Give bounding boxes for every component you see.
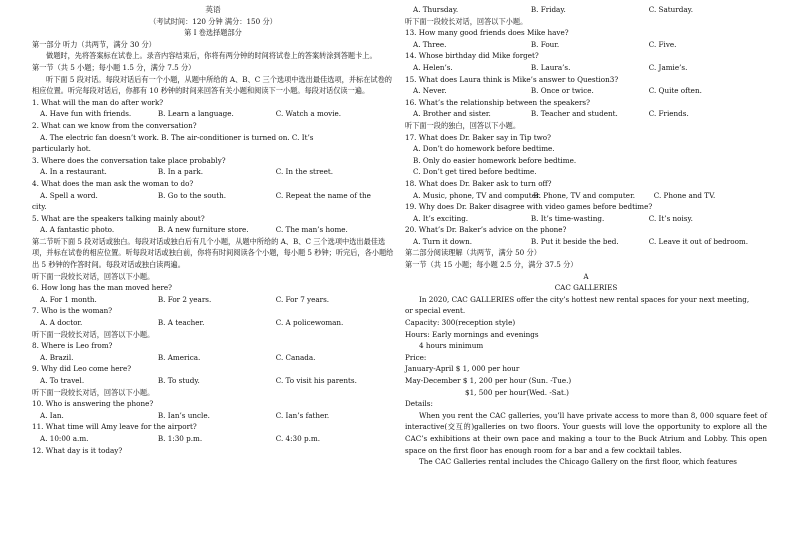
question-options xyxy=(32,294,394,306)
option-a[interactable]: A. Three. xyxy=(413,39,447,49)
option-c[interactable]: C. Leave it out of bedroom. xyxy=(648,236,748,246)
passage-label: A xyxy=(583,271,589,281)
option-c[interactable]: C. Phone and TV. xyxy=(653,190,716,200)
option-c[interactable]: C. Repeat the name of the xyxy=(275,190,371,200)
option-b[interactable]: B. Laura’s. xyxy=(530,62,571,72)
question-options xyxy=(405,108,767,120)
question-stem: 19. Why does Dr. Baker disagree with video games before bedtime? xyxy=(405,202,653,212)
question-stem: 13. How many good friends does Mike have? xyxy=(405,28,569,38)
option-c[interactable]: C. The man’s home. xyxy=(275,225,348,235)
price-line: January-April $ 1, 000 per hour xyxy=(405,364,520,374)
option-c[interactable]: C. In the street. xyxy=(275,167,334,177)
option-a[interactable]: A. To travel. xyxy=(40,376,85,385)
option-b[interactable]: B. Phone, TV and computer. xyxy=(533,190,635,200)
question-stem: 2. What can we know from the conversation? xyxy=(32,120,197,130)
option-c[interactable]: C. For 7 years. xyxy=(275,294,330,304)
option-a[interactable]: A. Don’t do homework before bedtime. xyxy=(413,144,555,154)
option-b[interactable]: B. Go to the south. xyxy=(157,190,227,200)
option-c[interactable]: C. Don’t get tired before bedtime. xyxy=(413,167,537,177)
option-a[interactable]: A. Turn it down. xyxy=(413,236,472,246)
option-a[interactable]: A. Have fun with friends. xyxy=(40,109,132,119)
option-c[interactable]: C. Saturday. xyxy=(648,5,693,14)
option-a[interactable]: A. Brazil. xyxy=(40,352,74,362)
question-stem: 5. What are the speakers talking mainly about? xyxy=(32,213,205,223)
option-a[interactable]: A. Ian. xyxy=(40,410,64,420)
question-options xyxy=(32,108,394,120)
option-line[interactable]: A. The electric fan doesn’t work. B. The air-conditioner is turned on. C. It’s xyxy=(40,132,314,142)
option-b[interactable]: B. Friday. xyxy=(530,5,566,14)
reading-heading: 第二部分阅读理解（共两节，满分 50 分） xyxy=(405,248,541,258)
option-line-cont: city. xyxy=(32,202,47,212)
option-c[interactable]: C. Friends. xyxy=(648,109,689,119)
right-column xyxy=(405,4,767,468)
question-options xyxy=(32,166,394,178)
details-paragraph: The CAC Galleries rental includes the Chicago Gallery on the first floor, which features xyxy=(419,457,737,467)
price-line: May-December $ 1, 200 per hour (Sun. -Tue.) xyxy=(405,376,572,385)
listening-intro: 做题时，先将答案标在试卷上。录音内容结束后，你将有两分钟的时间将试卷上的答案转涂到答题卡上。 xyxy=(46,51,377,61)
option-b[interactable]: B. Put it beside the bed. xyxy=(530,236,619,246)
question-stem: 6. How long has the man moved here? xyxy=(32,283,173,293)
question-options xyxy=(32,317,394,329)
option-c[interactable]: C. Canada. xyxy=(275,352,316,362)
details-paragraph: When you rent the CAC galleries, you’ll have private access to more than 8, 000 square feet of interactive(交互的)galleries on two floors. Your guests will love the opportunity to explore all the CAC’s exhibitions at their own pace and making a tour to the Buck Atrium and Lobby. This open space on the first floor has enough room for a bar and a few cocktail tables. xyxy=(405,410,767,455)
question-stem: 15. What does Laura think is Mike’s answer to Question3? xyxy=(405,74,619,84)
dialog-instruction: 听下面一段较长对话，回答以下小题。 xyxy=(32,387,155,397)
question-options xyxy=(32,410,394,422)
question-stem: 11. What time will Amy leave for the airport? xyxy=(32,422,197,432)
question-options xyxy=(405,213,767,225)
option-c[interactable]: C. It’s noisy. xyxy=(648,213,693,223)
question-stem: 17. What does Dr. Baker say in Tip two? xyxy=(405,132,551,142)
option-a[interactable]: A. 10:00 a.m. xyxy=(40,433,89,443)
option-b[interactable]: B. 1:30 p.m. xyxy=(157,433,203,443)
sec2-intro: 第二节听下面 5 段对话或独白。每段对话或独白后有几个小题，从题中所给的 A、B、C 三个选项中选出最佳选项，并标在试卷的相应位置。听每段对话或独白前，你将有时间阅读各个小题，每小题 5 秒钟；听完后，各小题给出 5 秒钟的作答时间。每段对话或独白读两遍。 xyxy=(32,236,394,270)
question-options xyxy=(32,375,394,387)
option-b[interactable]: B. A teacher. xyxy=(157,318,205,328)
option-b[interactable]: B. In a park. xyxy=(157,167,204,177)
option-a[interactable]: A. Never. xyxy=(413,86,447,96)
question-options xyxy=(405,4,767,16)
question-options xyxy=(32,224,394,236)
option-b[interactable]: B. Four. xyxy=(530,39,560,49)
option-b[interactable]: B. America. xyxy=(157,352,201,362)
option-a[interactable]: A. A fantastic photo. xyxy=(40,225,115,235)
option-a[interactable]: A. In a restaurant. xyxy=(40,167,107,177)
option-a[interactable]: A. Brother and sister. xyxy=(413,109,491,119)
question-stem: 16. What’s the relationship between the speakers? xyxy=(405,97,590,107)
option-b[interactable]: B. For 2 years. xyxy=(157,294,212,304)
option-a[interactable]: A. It’s exciting. xyxy=(413,213,469,223)
price-label: Price: xyxy=(405,352,427,362)
reading-sec1-heading: 第一节（共 15 小题；每小题 2.5 分，满分 37.5 分） xyxy=(405,260,578,270)
question-stem: 1. What will the man do after work? xyxy=(32,97,164,107)
question-options xyxy=(405,236,767,248)
option-b[interactable]: B. Ian’s uncle. xyxy=(157,410,210,420)
question-options xyxy=(32,352,394,364)
question-stem: 9. Why did Leo come here? xyxy=(32,364,132,374)
option-c[interactable]: C. To visit his parents. xyxy=(275,376,357,385)
option-c[interactable]: C. Watch a movie. xyxy=(275,109,342,119)
sec1-heading: 第一节（共 5 小题；每小题 1.5 分，满分 7.5 分） xyxy=(32,62,196,72)
question-options xyxy=(32,433,394,445)
question-stem: 12. What day is it today? xyxy=(32,445,123,455)
hours-line: Hours: Early mornings and evenings xyxy=(405,329,539,339)
dialog-instruction: 听下面一段较长对话，回答以下小题。 xyxy=(32,271,155,281)
option-a[interactable]: A. A doctor. xyxy=(40,318,83,328)
left-column xyxy=(32,4,394,456)
question-stem: 14. Whose birthday did Mike forget? xyxy=(405,51,539,61)
question-stem: 8. Where is Leo from? xyxy=(32,341,113,351)
part1-title: 第 I 卷选择题部分 xyxy=(184,28,242,38)
capacity-line: Capacity: 300(reception style) xyxy=(405,318,516,328)
option-c[interactable]: C. Ian’s father. xyxy=(275,410,330,420)
sec1-intro: 听下面 5 段对话。每段对话后有一个小题，从题中所给的 A、B、C 三个选项中选出最佳选项，并标在试卷的相应位置。听完每段对话后，你都有 10 秒钟的时间来回答有关小题和阅读下一小题。每段对话仅读一遍。 xyxy=(32,74,392,96)
exam-info: （考试时间：120 分钟 满分：150 分） xyxy=(149,16,277,26)
dialog-instruction: 听下面一段的独白，回答以下小题。 xyxy=(405,120,521,130)
question-options xyxy=(405,85,767,97)
question-stem: 10. Who is answering the phone? xyxy=(32,399,154,409)
question-stem: 18. What does Dr. Baker ask to turn off? xyxy=(405,178,552,188)
exam-title: 英语 xyxy=(205,5,221,14)
passage-intro-line: In 2020, CAC GALLERIES offer the city’s hottest new rental spaces for your next meeting, xyxy=(419,294,750,304)
hours-minimum: 4 hours minimum xyxy=(419,341,484,351)
dialog-instruction: 听下面一段较长对话，回答以下小题。 xyxy=(405,16,528,26)
question-stem: 3. Where does the conversation take place probably? xyxy=(32,155,226,165)
question-stem: 20. What’s Dr. Baker’s advice on the phone? xyxy=(405,225,567,235)
question-stem: 7. Who is the woman? xyxy=(32,306,113,316)
option-a[interactable]: A. Music, phone, TV and computer. xyxy=(413,190,541,200)
question-options xyxy=(405,190,767,202)
question-stem: 4. What does the man ask the woman to do? xyxy=(32,178,194,188)
passage-title: CAC GALLERIES xyxy=(554,283,618,293)
details-label: Details: xyxy=(405,399,433,409)
option-c[interactable]: C. A policewoman. xyxy=(275,318,344,328)
question-options xyxy=(405,62,767,74)
option-c[interactable]: C. Quite often. xyxy=(648,86,702,96)
dialog-instruction: 听下面一段较长对话，回答以下小题。 xyxy=(32,329,155,339)
option-b[interactable]: B. Only do easier homework before bedtime. xyxy=(413,155,577,165)
option-a[interactable]: A. Thursday. xyxy=(413,5,459,14)
option-c[interactable]: C. 4:30 p.m. xyxy=(275,433,320,443)
price-line: $1, 500 per hour(Wed. -Sat.) xyxy=(465,387,569,397)
option-b[interactable]: B. To study. xyxy=(157,376,200,385)
option-c[interactable]: C. Jamie’s. xyxy=(648,62,688,72)
option-c[interactable]: C. Five. xyxy=(648,39,677,49)
option-b[interactable]: B. It’s time-wasting. xyxy=(530,213,605,223)
listening-heading: 第一部分 听力（共两节，满分 30 分） xyxy=(32,39,156,49)
option-b[interactable]: B. A new furniture store. xyxy=(157,225,249,235)
option-b[interactable]: B. Once or twice. xyxy=(530,86,594,96)
option-b[interactable]: B. Learn a language. xyxy=(157,109,234,119)
option-line-cont: particularly hot. xyxy=(32,144,91,154)
question-options xyxy=(405,39,767,51)
passage-intro-line: or special event. xyxy=(405,306,466,316)
option-a[interactable]: A. For 1 month. xyxy=(40,294,97,304)
question-options xyxy=(32,190,394,202)
option-a[interactable]: A. Helen’s. xyxy=(413,62,453,72)
option-a[interactable]: A. Spell a word. xyxy=(40,190,98,200)
option-b[interactable]: B. Teacher and student. xyxy=(530,109,618,119)
